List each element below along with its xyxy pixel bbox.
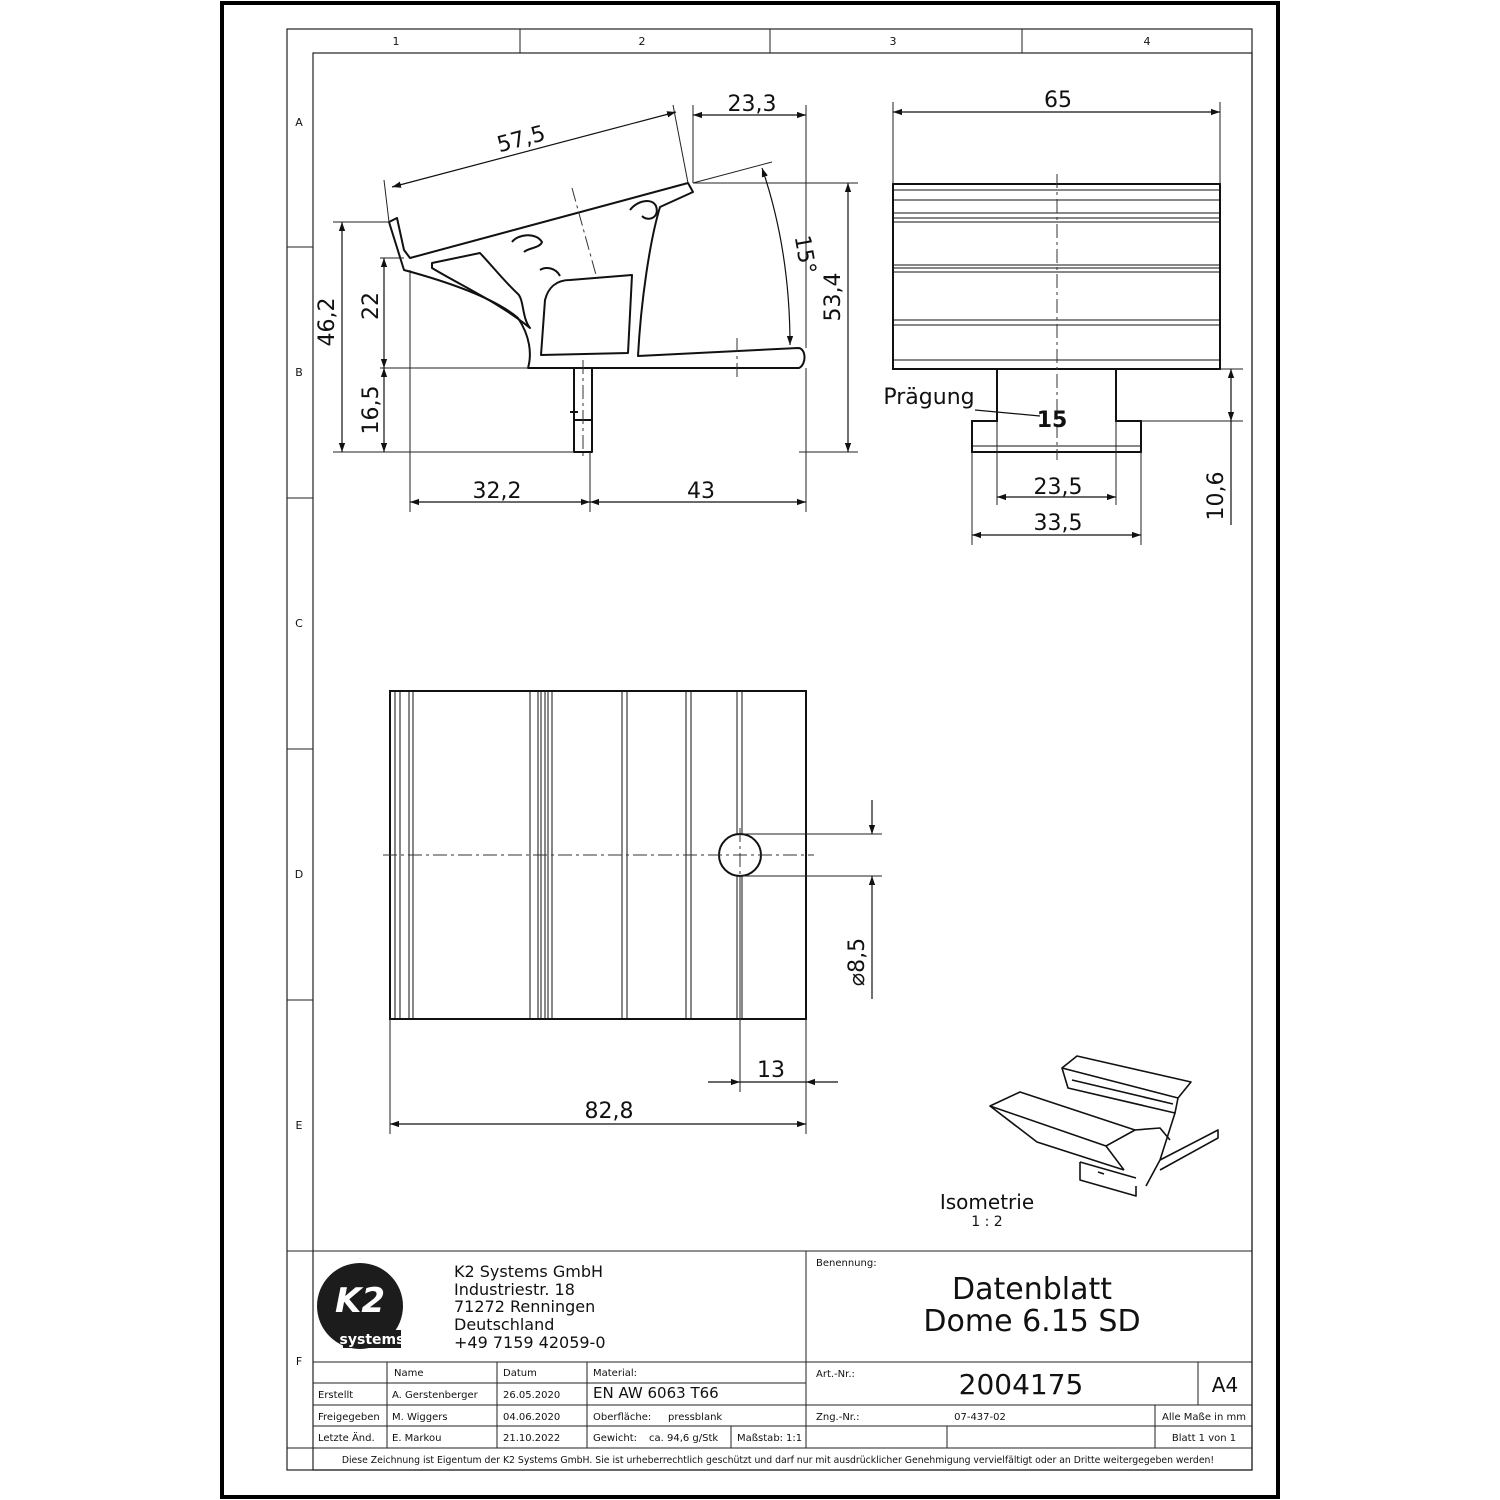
row-date-created: 26.05.2020 xyxy=(503,1390,561,1401)
dim-53-4: 53,4 xyxy=(821,272,846,322)
dim-43: 43 xyxy=(687,479,715,504)
dim-23-3: 23,3 xyxy=(727,92,777,117)
article-number: 2004175 xyxy=(958,1368,1084,1401)
dim-22: 22 xyxy=(359,292,384,320)
front-dimension-lines xyxy=(342,112,848,502)
dim-13: 13 xyxy=(757,1058,785,1083)
scale-value: 1:1 xyxy=(786,1433,803,1444)
logo-sub: systems xyxy=(339,1332,405,1348)
grid-row-d: D xyxy=(294,868,304,881)
grid-col-3: 3 xyxy=(889,35,897,48)
col-header-date: Datum xyxy=(503,1368,537,1379)
dim-16-5: 16,5 xyxy=(359,385,384,435)
row-name-released: M. Wiggers xyxy=(392,1412,448,1423)
grid-col-2: 2 xyxy=(638,35,646,48)
row-role-released: Freigegeben xyxy=(318,1412,380,1423)
company-city: 71272 Renningen xyxy=(454,1297,596,1316)
sheet-note: Blatt 1 von 1 xyxy=(1171,1433,1237,1444)
company-name: K2 Systems GmbH xyxy=(454,1262,604,1281)
copyright-footer: Diese Zeichnung ist Eigentum der K2 Systems GmbH. Sie ist urheberrechtlich geschützt und darf nur mit ausdrücklicher Genehmigung vervielfältigt oder an Dritte weitergegeben werden! xyxy=(341,1455,1215,1466)
dim-82-8: 82,8 xyxy=(584,1099,634,1124)
units-note: Alle Maße in mm xyxy=(1162,1412,1246,1423)
top-dimension-lines xyxy=(390,800,872,1124)
grid-col-1: 1 xyxy=(392,35,400,48)
dim-23-5: 23,5 xyxy=(1033,475,1083,500)
grid-row-b: B xyxy=(295,366,303,379)
grid-row-e: E xyxy=(295,1119,303,1132)
surface-label: Oberfläche: xyxy=(593,1412,652,1423)
company-phone: +49 7159 42059-0 xyxy=(454,1333,606,1352)
logo-main: K2 xyxy=(334,1281,386,1321)
paper-format: A4 xyxy=(1211,1373,1239,1397)
grid-row-f: F xyxy=(295,1355,303,1368)
isometric-view xyxy=(990,1056,1218,1196)
grid-row-c: C xyxy=(295,617,303,630)
dim-angle-15: 15° xyxy=(788,233,821,277)
row-date-released: 04.06.2020 xyxy=(503,1412,561,1423)
row-name-created: A. Gerstenberger xyxy=(392,1390,478,1401)
weight-value: ca. 94,6 g/Stk xyxy=(649,1433,719,1444)
profile-front-view xyxy=(389,183,805,452)
top-extension-lines xyxy=(390,834,882,1134)
row-role-created: Erstellt xyxy=(318,1390,354,1401)
dim-65: 65 xyxy=(1044,88,1072,113)
dim-32-2: 32,2 xyxy=(472,479,522,504)
front-extension-lines xyxy=(333,105,858,512)
row-role-changed: Letzte Änd. xyxy=(318,1433,375,1444)
scale-label: Maßstab: xyxy=(737,1433,784,1444)
designation-label: Benennung: xyxy=(816,1258,877,1269)
dim-10-6: 10,6 xyxy=(1204,471,1229,521)
drawing-number-label: Zng.-Nr.: xyxy=(816,1412,860,1423)
col-header-name: Name xyxy=(394,1368,424,1379)
embossing-value: 15 xyxy=(1036,408,1068,433)
material-label: Material: xyxy=(593,1368,637,1379)
drawing-title-line1: Datenblatt xyxy=(951,1272,1113,1307)
surface-value: pressblank xyxy=(668,1412,723,1423)
dim-57-5: 57,5 xyxy=(494,121,549,159)
side-dimension-lines xyxy=(893,112,1231,535)
dim-46-2: 46,2 xyxy=(315,297,340,347)
drawing-number: 07-437-02 xyxy=(954,1412,1006,1423)
isometric-label: Isometrie xyxy=(939,1190,1035,1214)
drawing-title-line2: Dome 6.15 SD xyxy=(923,1304,1141,1339)
drawing-frame xyxy=(287,29,1252,1470)
grid-columns xyxy=(520,29,1022,53)
k2-logo xyxy=(317,1263,404,1349)
company-country: Deutschland xyxy=(454,1315,555,1334)
row-date-changed: 21.10.2022 xyxy=(503,1433,561,1444)
inner-frame xyxy=(313,53,1252,1470)
material-value: EN AW 6063 T66 xyxy=(593,1384,719,1402)
dim-hole-8-5: ⌀8,5 xyxy=(845,937,870,987)
grid-row-a: A xyxy=(295,116,303,129)
embossing-label: Prägung xyxy=(883,385,975,410)
grid-rows xyxy=(287,247,313,1251)
company-street: Industriestr. 18 xyxy=(454,1280,575,1299)
row-name-changed: E. Markou xyxy=(392,1433,442,1444)
isometric-scale: 1 : 2 xyxy=(971,1214,1003,1230)
article-label: Art.-Nr.: xyxy=(816,1369,855,1380)
dim-33-5: 33,5 xyxy=(1033,511,1083,536)
weight-label: Gewicht: xyxy=(593,1433,637,1444)
grid-col-4: 4 xyxy=(1143,35,1151,48)
